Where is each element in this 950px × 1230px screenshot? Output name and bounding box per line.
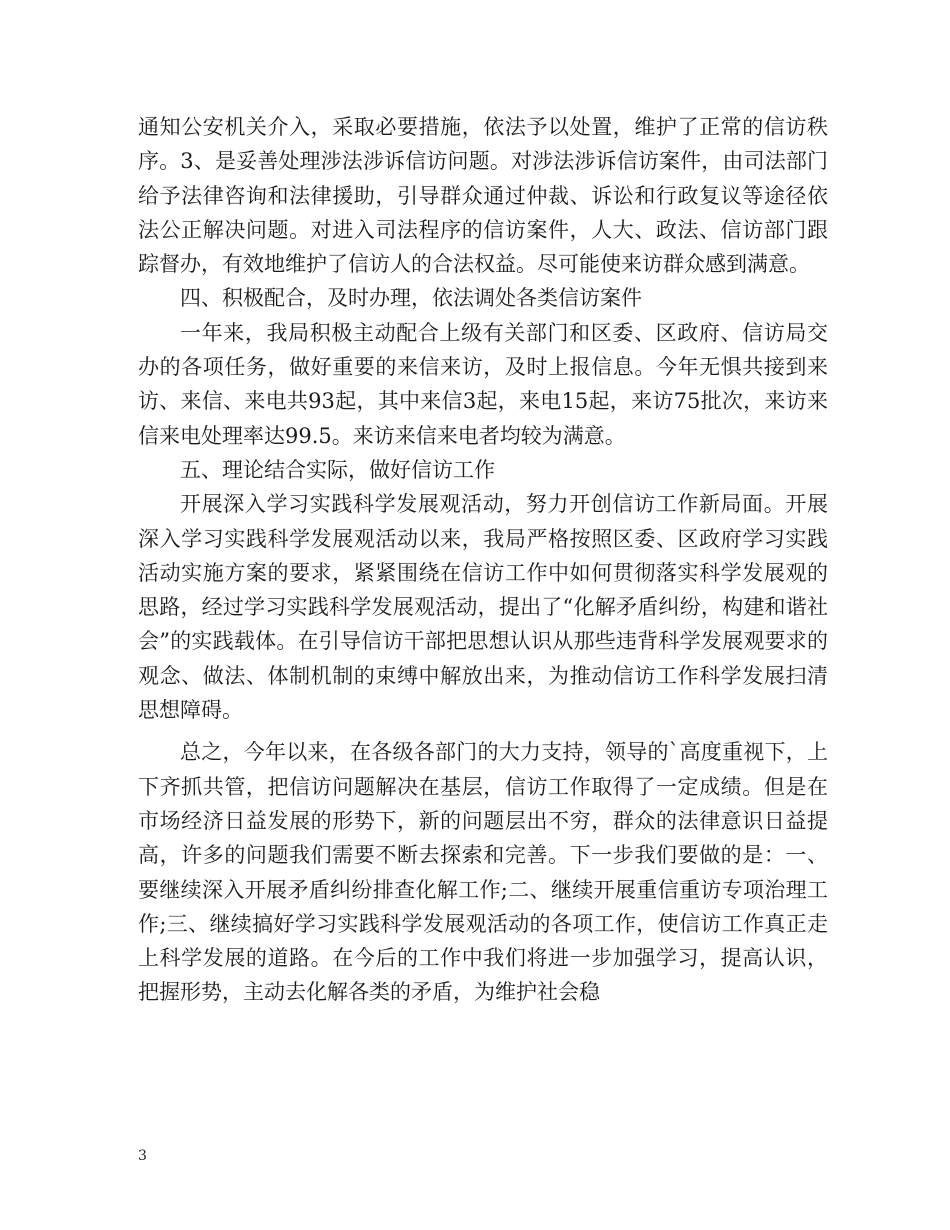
document-body	[138, 110, 828, 1010]
paragraph-continuation: 通知公安机关介入，采取必要措施，依法予以处置，维护了正常的信访秩序。3、是妥善处理涉法涉诉信访问题。对涉法涉诉信访案件，由司法部门给予法律咨询和法律援助，引导群众通过仲裁、诉讼和行政复议等途径依法公正解决问题。对进入司法程序的信访案件，人大、政法、信访部门跟踪督办，有效地维护了信访人的合法权益。尽可能使来访群众感到满意。	[138, 115, 828, 277]
paragraph-section-five: 开展深入学习实践科学发展观活动，努力开创信访工作新局面。开展深入学习实践科学发展观活动以来，我局严格按照区委、区政府学习实践活动实施方案的要求，紧紧围绕在信访工作中如何贯彻落实科学发展观的思路，经过学习实践科学发展观活动，提出了“化解矛盾纠纷，构建和谐社会”的实践载体。在引导信访干部把思想认识从那些违背科学发展观要求的观念、做法、体制机制的束缚中解放出来，为推动信访工作科学发展扫清思想障碍。	[138, 492, 828, 723]
section-heading-four: 四、积极配合，及时办理，依法调处各类信访案件	[180, 286, 642, 311]
page-number: 3	[138, 1148, 147, 1164]
paragraph-section-four: 一年来，我局积极主动配合上级有关部门和区委、区政府、信访局交办的各项任务，做好重要的来信来访，及时上报信息。今年无惧共接到来访、来信、来电共93起，其中来信3起，来电15起，来访75批次，来访来信来电处理率达99.5。来访来信来电者均较为满意。	[138, 320, 828, 448]
section-heading-five: 五、理论结合实际，做好信访工作	[180, 457, 495, 482]
paragraph-summary: 总之，今年以来，在各级各部门的大力支持，领导的`高度重视下，上下齐抓共管，把信访问题解决在基层，信访工作取得了一定成绩。但是在市场经济日益发展的形势下，新的问题层出不穷，群众的法律意识日益提高，许多的问题我们需要不断去探索和完善。下一步我们要做的是：一、要继续深入开展矛盾纠纷排查化解工作;二、继续开展重信重访专项治理工作;三、继续搞好学习实践科学发展观活动的各项工作，使信访工作真正走上科学发展的道路。在今后的工作中我们将进一步加强学习，提高认识，把握形势，主动去化解各类的矛盾，为维护社会稳	[138, 740, 828, 1005]
